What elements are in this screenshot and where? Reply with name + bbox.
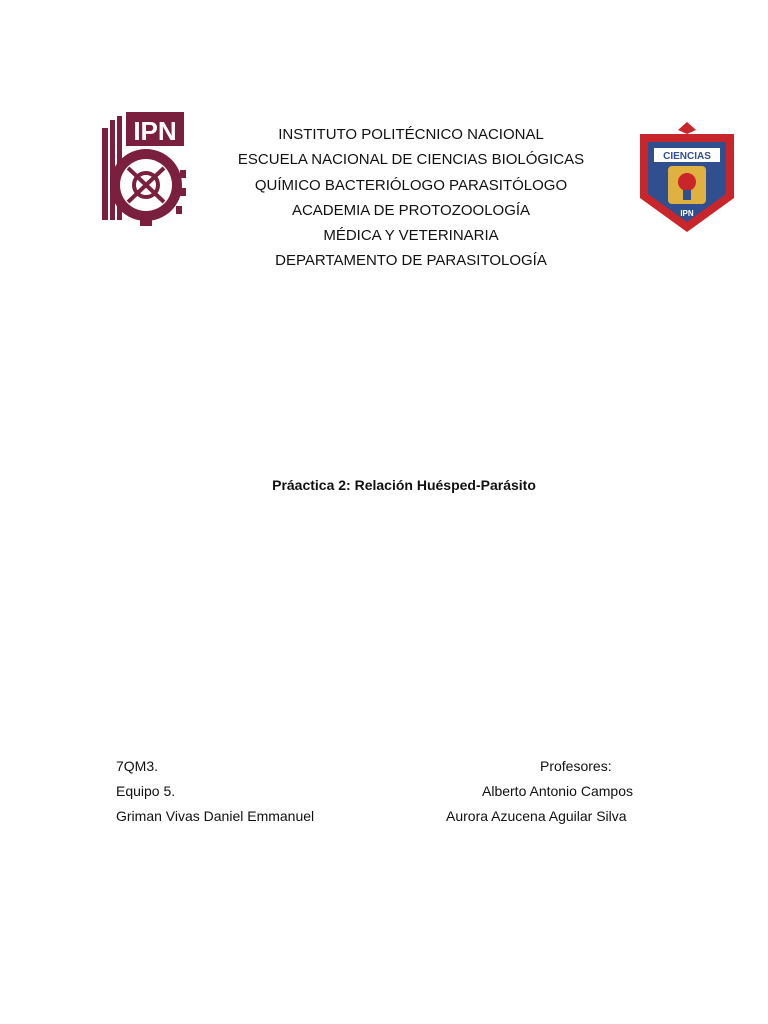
team-label: Equipo 5. bbox=[116, 783, 176, 799]
encb-logo-bottom: IPN bbox=[680, 209, 694, 218]
practice-title: Práactica 2: Relación Huésped-Parásito bbox=[272, 477, 536, 493]
header-line-institute: INSTITUTO POLITÉCNICO NACIONAL bbox=[278, 126, 544, 143]
header-line-school: ESCUELA NACIONAL DE CIENCIAS BIOLÓGICAS bbox=[237, 151, 585, 169]
header-line-academy: ACADEMIA DE PROTOZOOLOGÍA bbox=[291, 201, 531, 219]
teacher-name: Alberto Antonio Campos bbox=[482, 783, 633, 799]
student-name: Griman Vivas Daniel Emmanuel bbox=[116, 808, 315, 824]
teacher-name: Aurora Azucena Aguilar Silva bbox=[446, 808, 627, 824]
ipn-logo-letters: IPN bbox=[133, 116, 177, 146]
header-line-program: QUÍMICO BACTERIÓLOGO PARASITÓLOGO bbox=[254, 176, 568, 194]
encb-logo-band: CIENCIAS bbox=[663, 151, 711, 162]
teachers-label: Profesores: bbox=[540, 758, 612, 774]
teachers-info bbox=[430, 754, 690, 829]
student-info bbox=[116, 754, 314, 829]
header-line-department: DEPARTAMENTO DE PARASITOLOGÍA bbox=[275, 252, 547, 270]
group-label: 7QM3. bbox=[116, 758, 159, 774]
header-line-academy-cont: MÉDICA Y VETERINARIA bbox=[323, 227, 499, 245]
institution-header bbox=[160, 122, 662, 274]
